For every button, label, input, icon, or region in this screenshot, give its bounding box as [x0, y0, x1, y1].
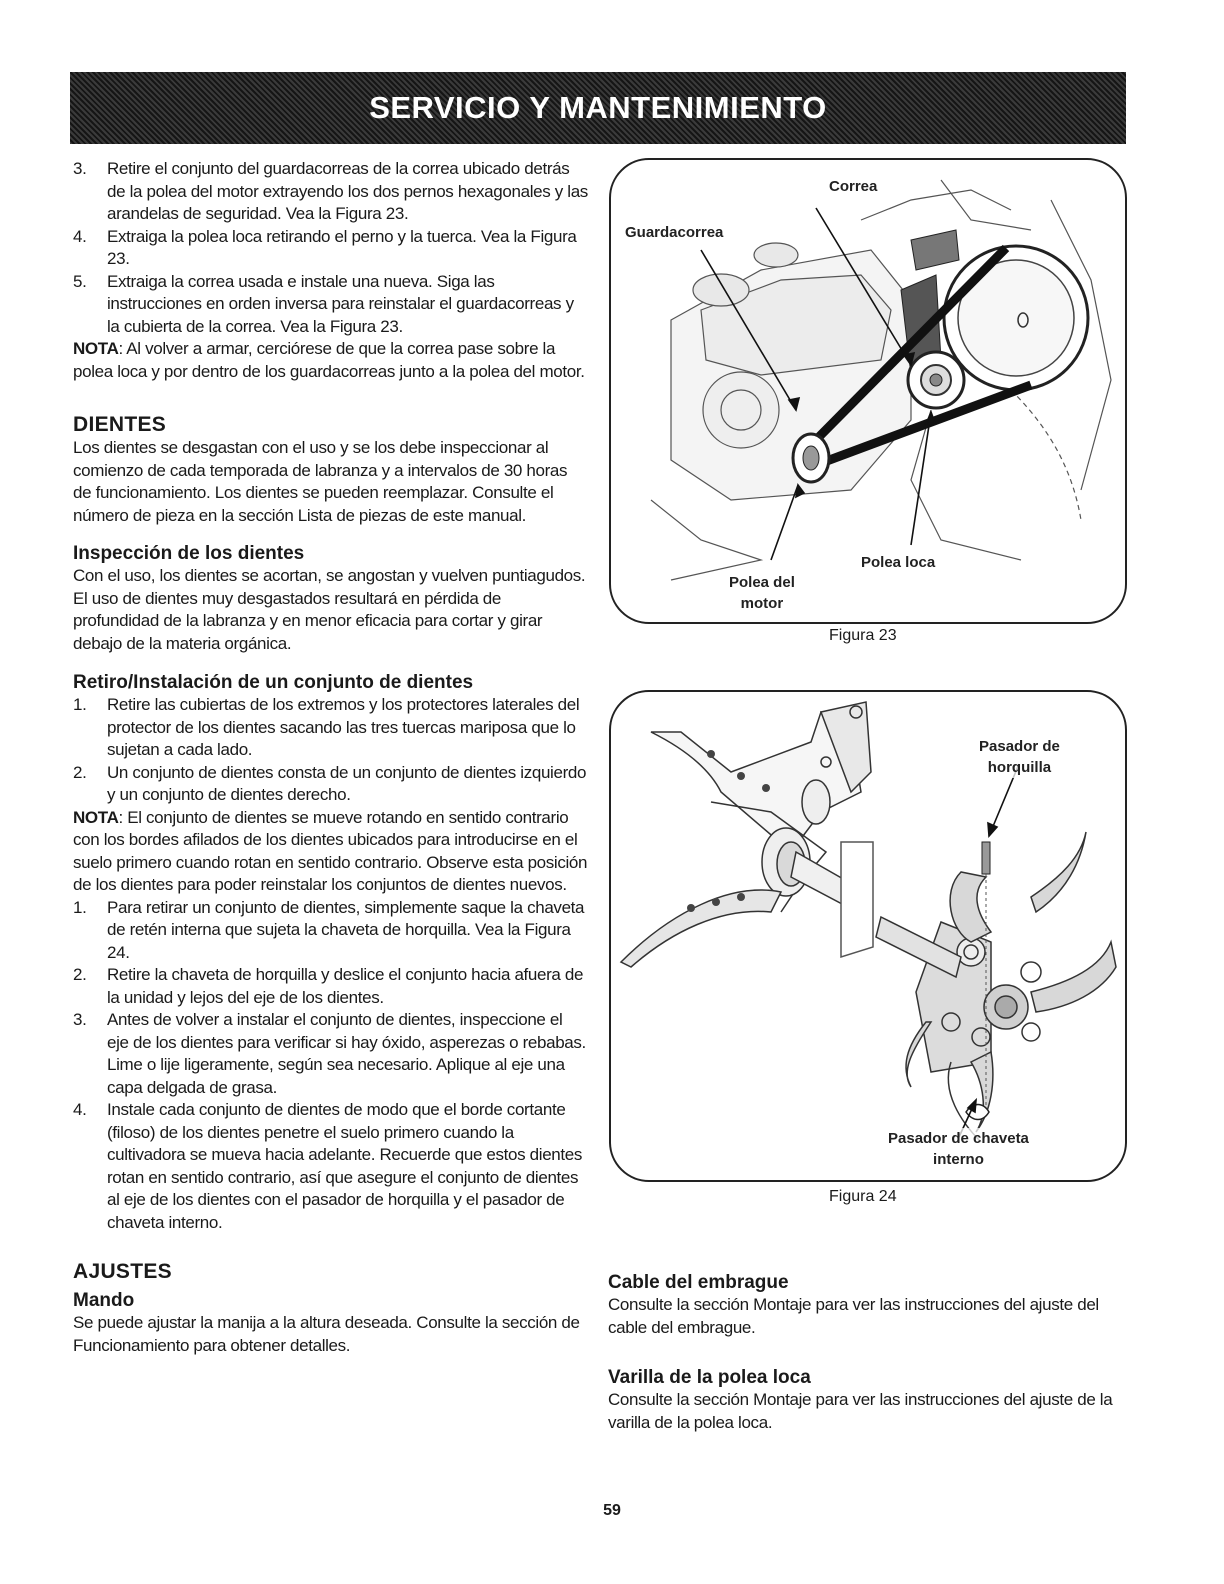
cable-text: Consulte la sección Montaje para ver las instrucciones del ajuste del cable del embrague. — [608, 1295, 1099, 1337]
ajustes-heading: AJUSTES — [73, 1260, 172, 1283]
page-title: SERVICIO Y MANTENIMIENTO — [369, 90, 827, 125]
retiro-steps-b — [73, 897, 588, 1235]
label-polea-loca: Polea loca — [861, 554, 936, 571]
page-number: 59 — [603, 1502, 621, 1519]
dientes-heading: DIENTES — [73, 413, 167, 436]
varilla-text: Consulte la sección Montaje para ver las instrucciones del ajuste de la varilla de la polea loca. — [608, 1390, 1113, 1432]
section-banner — [70, 72, 1126, 144]
retiro-steps-a — [73, 694, 588, 807]
label-guardacorrea: Guardacorrea — [625, 224, 724, 241]
retiro-note: NOTA: El conjunto de dientes se mueve rotando en sentido contrario con los bordes afilados de los dientes ubicados para introducirse en el suelo primero cuando rotan en sentido contrario. Observe esta posición de los dientes para poder reinstalar los conjuntos de dientes nuevos. — [73, 807, 588, 894]
list-item: 4. Instale cada conjunto de dientes de modo que el borde cortante (filoso) de los dientes penetre el suelo primero cuando la cultivadora se mueva hacia adelante. Recuerde que estos dientes rotan en sentido contrario, así que asegure el conjunto de dientes al eje de los dientes con el pasador de horquilla y el pasador de chaveta interno. — [73, 1100, 583, 1232]
mando-heading: Mando — [73, 1290, 135, 1311]
list-item: 3. Antes de volver a instalar el conjunto de dientes, inspeccione el eje de los dientes para verificar si hay óxido, asperezas o rebabas. Lime o lije ligeramente, según sea necesario. Aplique al eje una capa delgada de grasa. — [73, 1010, 586, 1097]
figure-23 — [609, 158, 1127, 624]
inspeccion-text: Con el uso, los dientes se acortan, se angostan y vuelven puntiagudos. El uso de dientes muy desgastados resultará en pérdida de profundidad de la labranza y en menor eficacia para cortar y girar debajo de la materia orgánica. — [73, 566, 586, 653]
list-item: 2. Retire la chaveta de horquilla y deslice el conjunto hacia afuera de la unidad y lejos del eje de los dientes. — [73, 965, 584, 1007]
retiro-heading: Retiro/Instalación de un conjunto de dientes — [73, 672, 474, 693]
right-column — [608, 1268, 1130, 1434]
figure-24-caption: Figura 24 — [829, 1188, 897, 1205]
varilla-heading: Varilla de la polea loca — [608, 1367, 811, 1388]
belt-steps-list — [73, 158, 588, 338]
figure-24 — [609, 690, 1127, 1182]
list-item: 3. Retire el conjunto del guardacorreas de la correa ubicado detrás de la polea del motor extrayendo los dos pernos hexagonales y las arandelas de seguridad. Vea la Figura 23. — [73, 159, 588, 223]
list-item: 1. Retire las cubiertas de los extremos y los protectores laterales del protector de los dientes sacando las tres tuercas mariposa que lo sujetan a cada lado. — [73, 695, 580, 759]
label-pasador-chaveta: Pasador de chaveta interno — [888, 1130, 1029, 1168]
label-pasador-horquilla: Pasador de horquilla — [979, 738, 1060, 776]
left-column — [73, 158, 588, 1357]
list-item: 4. Extraiga la polea loca retirando el perno y la tuerca. Vea la Figura 23. — [73, 226, 577, 268]
cable-heading: Cable del embrague — [608, 1272, 789, 1293]
mando-text: Se puede ajustar la manija a la altura deseada. Consulte la sección de Funcionamiento para obtener detalles. — [73, 1313, 580, 1355]
dientes-text: Los dientes se desgastan con el uso y se los debe inspeccionar al comienzo de cada temporada de labranza y a intervalos de 30 horas de funcionamiento. Los dientes se pueden reemplazar. Consulte el número de pieza en la sección Lista de piezas de este manual. — [73, 438, 568, 525]
list-item: 1. Para retirar un conjunto de dientes, simplemente saque la chaveta de retén interna que sujeta la chaveta de horquilla. Vea la Figura 24. — [73, 897, 585, 962]
figure-23-caption: Figura 23 — [829, 627, 897, 644]
list-item: 5. Extraiga la correa usada e instale una nueva. Siga las instrucciones en orden inversa para reinstalar el guardacorreas y la cubierta de la correa. Vea la Figura 23. — [73, 271, 574, 336]
inspeccion-heading: Inspección de los dientes — [73, 543, 305, 564]
label-polea-motor: Polea del motor — [729, 574, 795, 612]
list-item: 2. Un conjunto de dientes consta de un conjunto de dientes izquierdo y un conjunto de dientes derecho. — [73, 762, 587, 804]
belt-note: NOTA: Al volver a armar, cerciórese de que la correa pase sobre la polea loca y por dentro de los guardacorreas junto a la polea del motor. — [73, 339, 585, 381]
label-correa: Correa — [829, 178, 878, 195]
